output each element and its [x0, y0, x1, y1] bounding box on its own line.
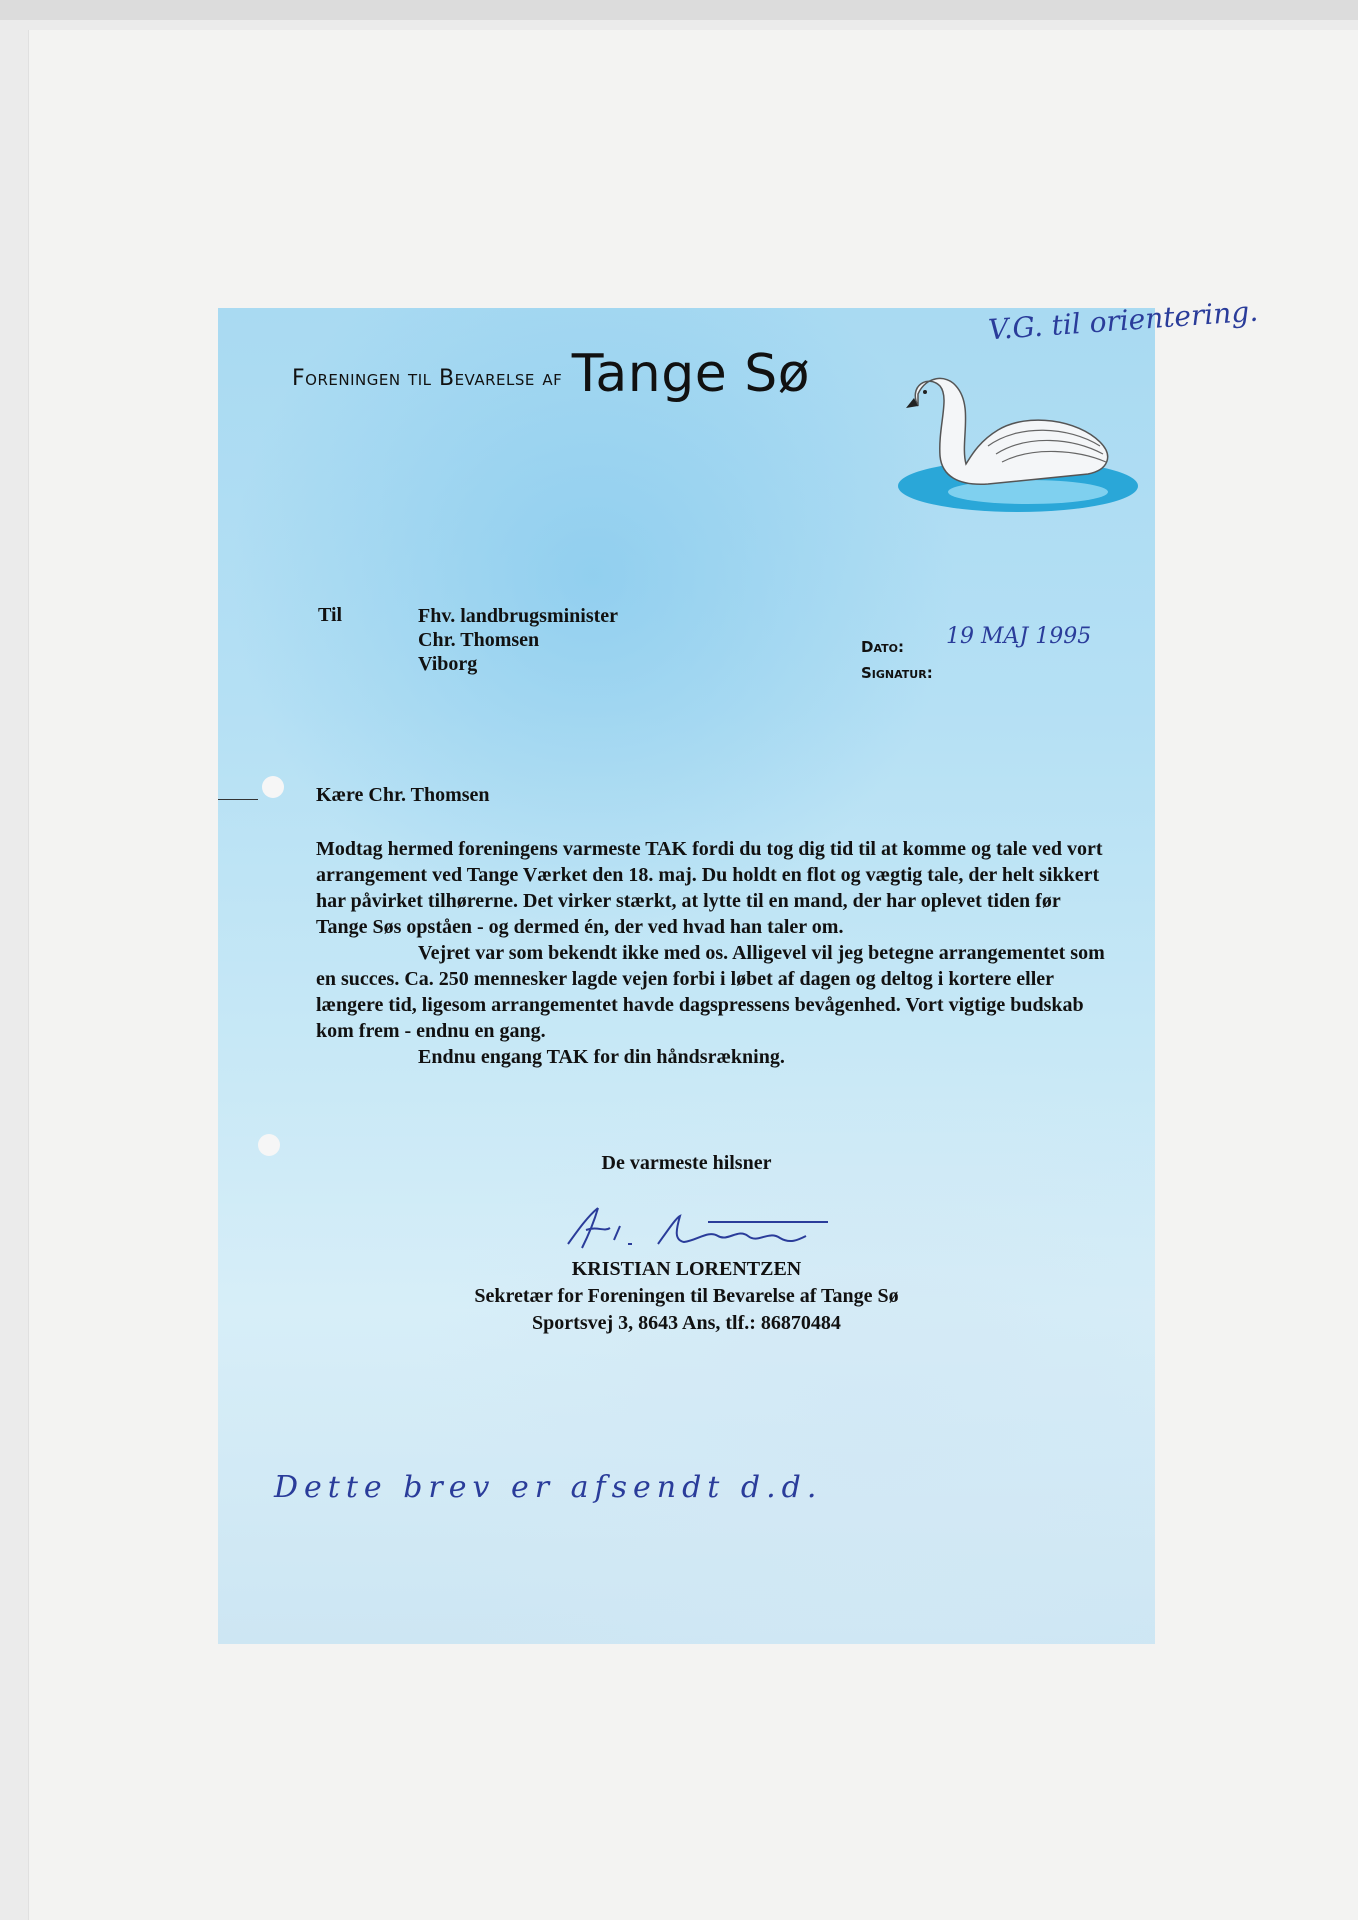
swan-logo-icon: [878, 346, 1143, 546]
letterhead: [292, 344, 810, 404]
sender-address: Sportsvej 3, 8643 Ans, tlf.: 86870484: [532, 1312, 841, 1334]
letter-body: [316, 836, 1106, 1070]
handwritten-note-bottom: Dette brev er afsendt d.d.: [274, 1470, 823, 1505]
fold-mark: [218, 799, 258, 800]
recipient-block: [418, 604, 618, 676]
letterhead-name: Tange Sø: [571, 344, 811, 404]
letterhead-prefix: Foreningen til Bevarelse af: [292, 366, 563, 391]
punch-hole-bottom: [258, 1134, 280, 1156]
paragraph-2: Vejret var som bekendt ikke med os. Alligevel vil jeg betegne arrangementet som en succes. Ca. 250 mennesker lagde vejen forbi i løbet af dagen og deltog i kortere eller længere tid, ligesom arrangementet havde dagspressens bevågenhed. Vort vigtige budskab kom frem - endnu en gang.: [316, 942, 1105, 1042]
handwritten-note-top: V.G. til orientering.: [987, 294, 1260, 347]
closing: De varmeste hilsner: [601, 1152, 772, 1174]
recipient-line-3: Viborg: [418, 653, 478, 675]
recipient-line-2: Chr. Thomsen: [418, 629, 540, 651]
sender-title: Sekretær for Foreningen til Bevarelse af Tange Sø: [474, 1285, 899, 1307]
date-label: Dato:: [861, 638, 904, 656]
paragraph-3: Endnu engang TAK for din håndsrækning.: [418, 1046, 785, 1068]
handwritten-date: 19 MAJ 1995: [946, 624, 1092, 649]
recipient-label: Til: [318, 604, 343, 626]
letter-page: [218, 294, 1260, 1644]
punch-hole-top: [262, 776, 284, 798]
sender-block: [218, 1256, 1155, 1337]
sender-name: KRISTIAN LORENTZEN: [571, 1258, 802, 1280]
salutation: Kære Chr. Thomsen: [316, 784, 490, 806]
signature-label: Signatur:: [861, 664, 933, 682]
handwritten-signature: [558, 1200, 838, 1260]
paragraph-1: Modtag hermed foreningens varmeste TAK fordi du tog dig tid til at komme og tale ved vort arrangement ved Tange Værket den 18. maj. Du holdt en flot og vægtig tale, der helt sikkert har påvirket tilhørerne. Det virker stærkt, at lytte til en mand, der har oplevet tiden før Tange Søs opståen - og dermed én, der ved hvad han taler om.: [316, 838, 1103, 938]
recipient-line-1: Fhv. landbrugsminister: [418, 605, 619, 627]
